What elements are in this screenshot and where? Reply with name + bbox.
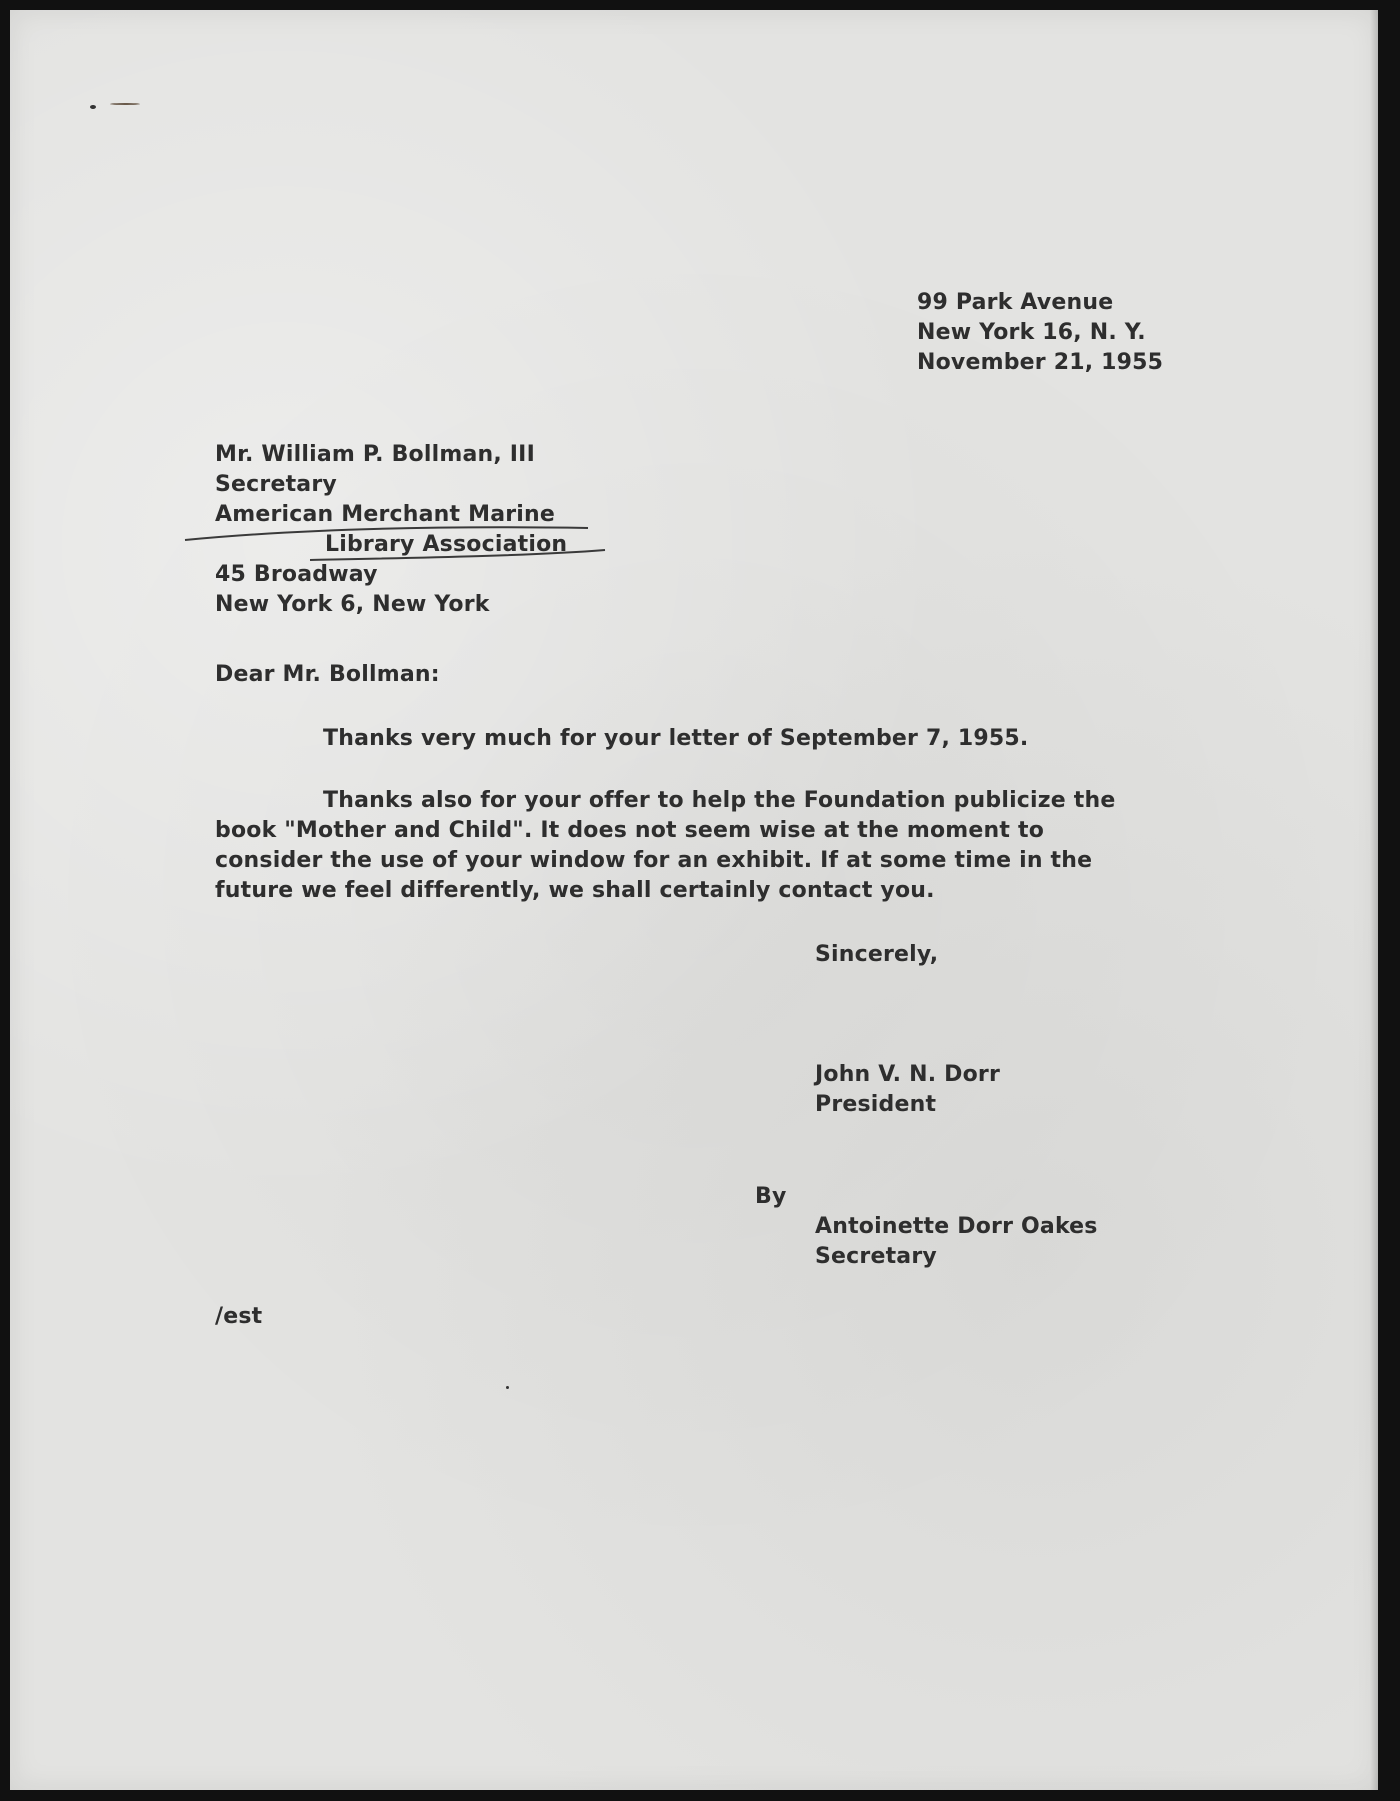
- recipient-city: New York 6, New York: [215, 592, 490, 617]
- body-paragraph-2-line1: Thanks also for your offer to help the Foundation publicize the: [323, 788, 1116, 813]
- body-paragraph-1: Thanks very much for your letter of September 7, 1955.: [323, 726, 1029, 751]
- letter-date: November 21, 1955: [917, 350, 1164, 375]
- body-paragraph-2-line4: future we feel differently, we shall certainly contact you.: [215, 878, 935, 903]
- recipient-org-line1: American Merchant Marine: [215, 502, 556, 527]
- closing: Sincerely,: [815, 942, 939, 967]
- typist-initials: /est: [215, 1304, 263, 1329]
- signatory-title: President: [815, 1092, 937, 1117]
- recipient-name: Mr. William P. Bollman, III: [215, 442, 535, 467]
- recipient-street: 45 Broadway: [215, 562, 378, 587]
- recipient-org-line2: Library Association: [325, 532, 568, 557]
- signatory-name: John V. N. Dorr: [815, 1062, 1000, 1087]
- body-paragraph-2-line3: consider the use of your window for an exhibit. If at some time in the: [215, 848, 1093, 873]
- secretary-name: Antoinette Dorr Oakes: [815, 1214, 1098, 1239]
- recipient-title: Secretary: [215, 472, 337, 497]
- secretary-title: Secretary: [815, 1244, 937, 1269]
- salutation: Dear Mr. Bollman:: [215, 662, 440, 687]
- return-address-line2: New York 16, N. Y.: [917, 320, 1146, 345]
- letter-page: [10, 10, 1378, 1790]
- by-label: By: [755, 1184, 787, 1209]
- return-address-line1: 99 Park Avenue: [917, 290, 1114, 315]
- body-paragraph-2-line2: book "Mother and Child". It does not seem wise at the moment to: [215, 818, 1045, 843]
